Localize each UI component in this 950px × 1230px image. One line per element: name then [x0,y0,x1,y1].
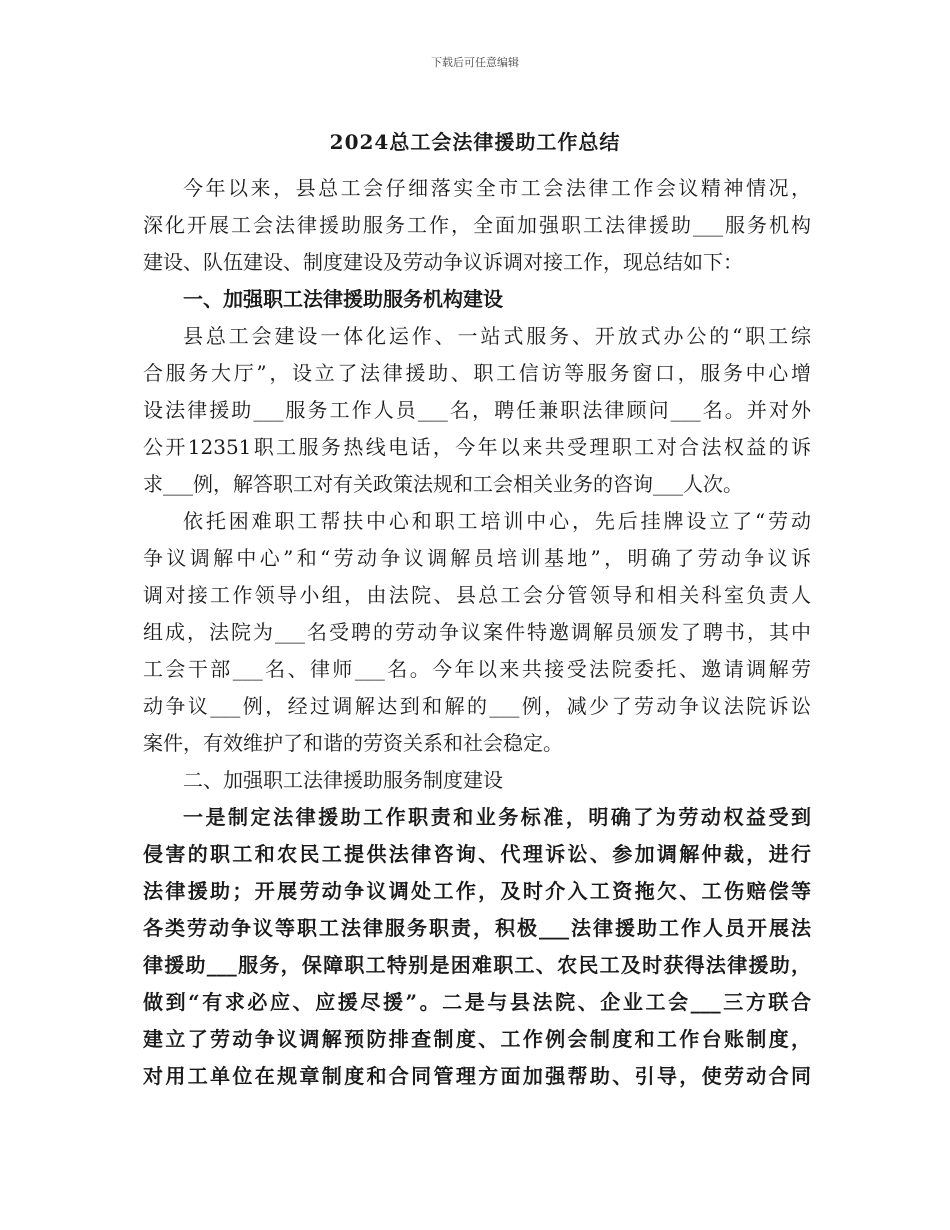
paragraph-line: 法律援助；开展劳动争议调处工作，及时介入工资拖欠、工伤赔偿等 [143,879,811,903]
paragraph-line: 深化开展工会法律援助服务工作，全面加强职工法律援助___服务机构 [143,213,811,237]
paragraph-line: 县总工会建设一体化运作、一站式服务、开放式办公的“职工综 [183,324,811,348]
paragraph-line: 侵害的职工和农民工提供法律咨询、代理诉讼、参加调解仲裁，进行 [143,842,811,866]
paragraph-line: 组成，法院为___名受聘的劳动争议案件特邀调解员颁发了聘书，其中 [143,620,811,644]
paragraph-line: 公开12351职工服务热线电话，今年以来共受理职工对合法权益的诉 [143,435,811,459]
paragraph-line: 律援助___服务，保障职工特别是困难职工、农民工及时获得法律援助， [143,953,811,977]
paragraph-line: 争议调解中心”和“劳动争议调解员培训基地”，明确了劳动争议诉 [143,546,811,570]
paragraph-line: 建立了劳动争议调解预防排查制度、工作例会制度和工作台账制度， [143,1027,811,1051]
paragraph-line: 案件，有效维护了和谐的劳资关系和社会稳定。 [143,731,563,755]
paragraph-line: 建设、队伍建设、制度建设及劳动争议诉调对接工作，现总结如下： [143,250,743,274]
paragraph-line: 调对接工作领导小组，由法院、县总工会分管领导和相关科室负责人 [143,583,811,607]
paragraph-line: 工会干部___名、律师___名。今年以来共接受法院委托、邀请调解劳 [143,657,811,681]
paragraph-line: 动争议___例，经过调解达到和解的___例，减少了劳动争议法院诉讼 [143,694,811,718]
paragraph-line: 各类劳动争议等职工法律服务职责，积极___法律援助工作人员开展法 [143,916,811,940]
paragraph-line: 设法律援助___服务工作人员___名，聘任兼职法律顾问___名。并对外 [143,398,811,422]
page-header: 下载后可任意编辑 [431,56,519,69]
paragraph-line: 今年以来，县总工会仔细落实全市工会法律工作会议精神情况， [183,176,811,200]
paragraph-line: 做到“有求必应、应援尽援”。二是与县法院、企业工会___三方联合 [143,990,811,1014]
paragraph-line: 对用工单位在规章制度和合同管理方面加强帮助、引导，使劳动合同 [143,1064,811,1088]
section-heading: 二、加强职工法律援助服务制度建设 [183,768,503,792]
section-heading: 一、加强职工法律援助服务机构建设 [183,287,503,311]
paragraph-line: 合服务大厅”，设立了法律援助、职工信访等服务窗口，服务中心增 [143,361,811,385]
paragraph-line: 一是制定法律援助工作职责和业务标准，明确了为劳动权益受到 [183,805,811,829]
paragraph-line: 求___例，解答职工对有关政策法规和工会相关业务的咨询___人次。 [143,472,743,496]
paragraph-line: 依托困难职工帮扶中心和职工培训中心，先后挂牌设立了“劳动 [183,509,811,533]
document-title: 2024总工会法律援助工作总结 [329,130,621,154]
